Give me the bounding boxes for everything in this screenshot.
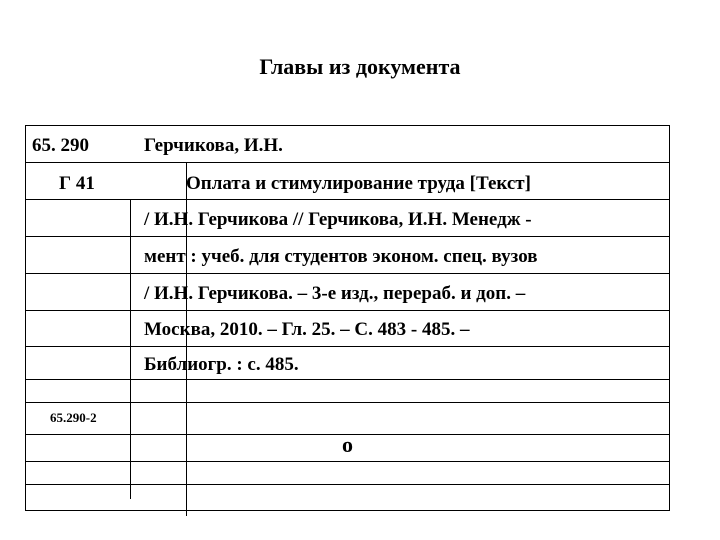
call-number: 65. 290 (32, 135, 89, 156)
catalog-card (25, 125, 670, 511)
ruling-line (26, 310, 669, 311)
footer-code: 65.290-2 (50, 410, 97, 425)
card-text-line: / И.Н. Герчикова // Герчикова, И.Н. Менедж - (144, 209, 532, 230)
ruling-line (26, 346, 669, 347)
card-text-line: мент : учеб. для студентов эконом. спец. вузов (144, 246, 538, 267)
card-text-line: Москва, 2010. – Гл. 25. – С. 483 - 485. – (144, 319, 470, 340)
card-text-line: / И.Н. Герчикова. – 3-е изд., перераб. и доп. – (144, 283, 526, 304)
card-text-line: Оплата и стимулирование труда [Текст] (186, 173, 531, 194)
page-title: Главы из документа (259, 54, 461, 79)
ruling-line (26, 461, 669, 462)
card-text-line: Библиогр. : с. 485. (144, 354, 299, 375)
author-mark: Г 41 (59, 173, 95, 194)
card-text-line: Герчикова, И.Н. (144, 135, 283, 156)
ruling-line (26, 402, 669, 403)
margin-line (130, 199, 131, 499)
ruling-line (26, 379, 669, 380)
ruling-line (26, 162, 669, 163)
ruling-line (26, 199, 669, 200)
hole-mark: о (342, 432, 353, 457)
ruling-line (26, 484, 669, 485)
ruling-line (26, 236, 669, 237)
ruling-line (26, 273, 669, 274)
